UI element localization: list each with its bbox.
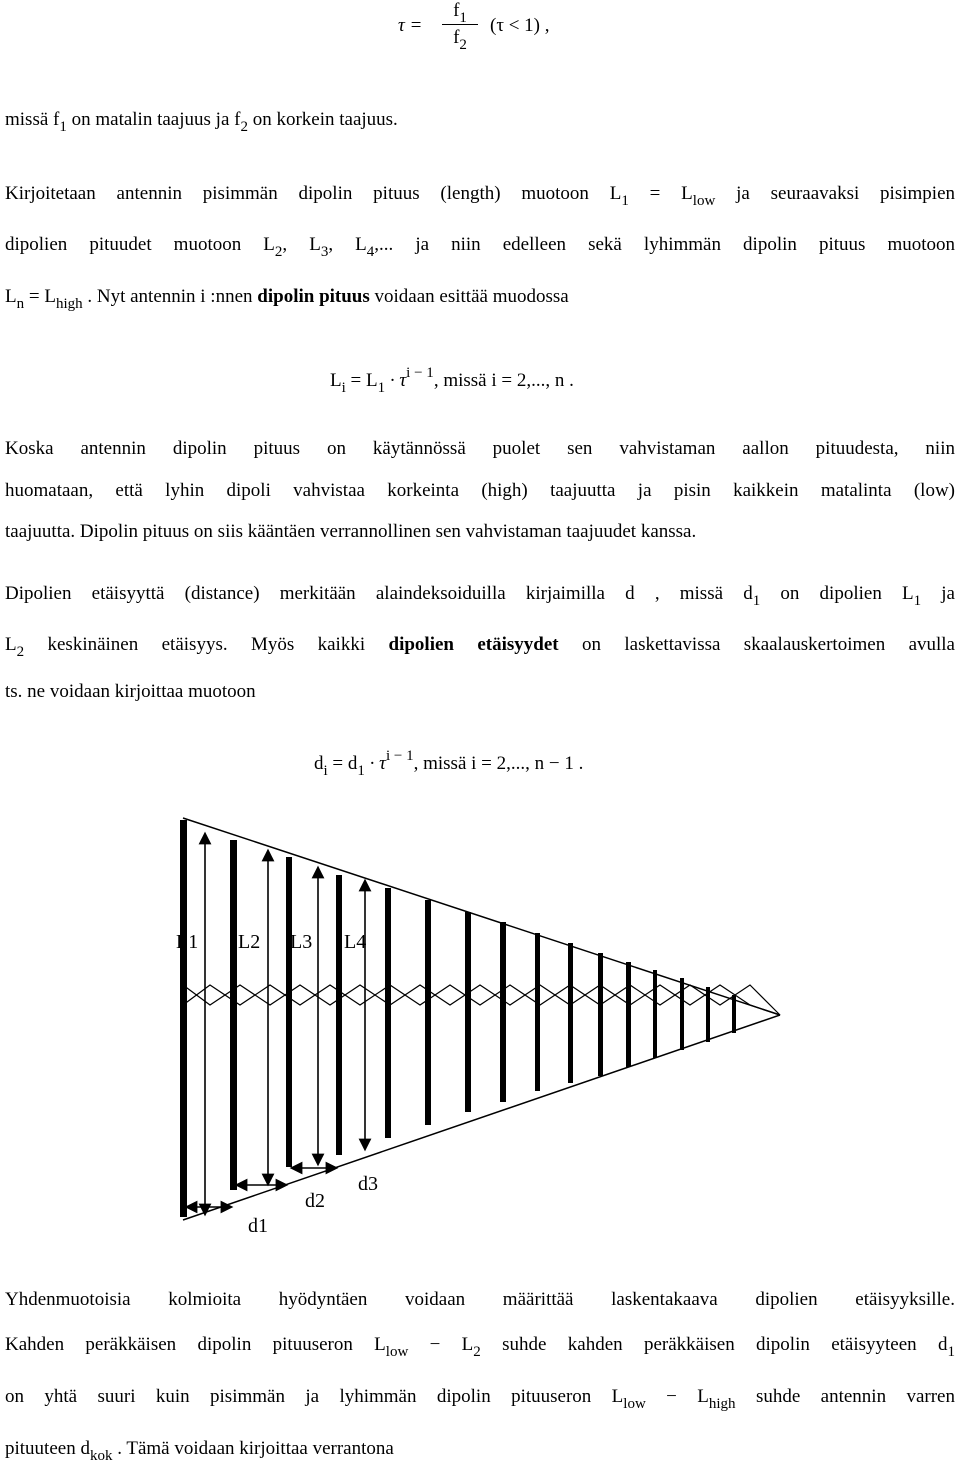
paragraph-dipolien-line1: Dipolien etäisyyttä (distance) merkitään alaindeksoiduilla kirjaimilla d , missä $d_1$ on dipolien $L_1$ ja <box>5 583 955 609</box>
paragraph-koska-line2: huomataan, että lyhin dipoli vahvistaa korkeinta (high) taajuutta ja pisin kaikkein matalinta (low) <box>5 480 955 501</box>
dipole-element <box>568 943 573 1083</box>
label-L2: L2 <box>238 931 261 953</box>
dipole-element <box>535 933 540 1091</box>
dipole-elements <box>180 820 736 1217</box>
dipole-element <box>336 875 342 1155</box>
dipole-element <box>653 970 657 1058</box>
dipole-element <box>598 953 603 1076</box>
dipole-element <box>680 978 684 1050</box>
label-d3: d3 <box>358 1173 378 1195</box>
feed-line <box>183 985 780 1015</box>
tau-formula-lhs: τ = <box>398 15 423 36</box>
tau-condition: (τ < 1) , <box>490 15 550 36</box>
formula-dipole-distance: $d_i = d_1 \cdot \tau^{i - 1}$, missä i = 2,..., n − 1 . <box>314 748 584 779</box>
label-L4: L4 <box>344 931 367 953</box>
paragraph-yhdenmuotoisia-line4: pituuteen $d_{kok}$ . Tämä voidaan kirjoittaa verrantona <box>5 1438 394 1464</box>
outline-lines <box>183 818 780 1220</box>
label-d2: d2 <box>305 1190 325 1212</box>
paragraph-missa: missä $f_1$ on matalin taajuus ja $f_2$ on korkein taajuus. <box>5 109 398 135</box>
dipole-element <box>732 995 736 1033</box>
paragraph-kirjoitetaan-line1: Kirjoitetaan antennin pisimmän dipolin pituus (length) muotoon $L_1 = L_{low}$ ja seuraavaksi pisimpien <box>5 183 955 209</box>
paragraph-dipolien-line2: $L_2$ keskinäinen etäisyys. Myös kaikki dipolien etäisyydet on laskettavissa skaalauskertoimen avulla <box>5 634 955 660</box>
paragraph-kirjoitetaan-line2: dipolien pituudet muotoon $L_2$, $L_3$, $L_4$,... ja niin edelleen sekä lyhimmän dipolin pituus muotoon <box>5 234 956 260</box>
tau-numerator: $f_1$ <box>453 0 467 26</box>
paragraph-yhdenmuotoisia-line1: Yhdenmuotoisia kolmioita hyödyntäen voidaan määrittää laskentakaava dipolien etäisyyksille. <box>5 1289 955 1310</box>
dipole-element <box>385 888 391 1138</box>
label-d1: d1 <box>248 1215 268 1237</box>
dipole-element <box>425 900 431 1125</box>
tau-fraction <box>440 0 480 53</box>
dipole-element <box>706 987 710 1042</box>
dipole-element <box>180 820 187 1217</box>
paragraph-yhdenmuotoisia-line2: Kahden peräkkäisen dipolin pituuseron $L_{low} - L_2$ suhde kahden peräkkäisen dipolin etäisyyteen $d_1$ <box>5 1334 955 1360</box>
dipole-element <box>626 962 631 1067</box>
paragraph-kirjoitetaan-line3: $L_n = L_{high}$ . Nyt antennin i :nnen dipolin pituus voidaan esittää muodossa <box>5 286 569 312</box>
label-L3: L3 <box>290 931 313 953</box>
tau-denominator: $f_2$ <box>453 27 467 53</box>
dipole-element <box>500 922 506 1102</box>
paragraph-yhdenmuotoisia-line3: on yhtä suuri kuin pisimmän ja lyhimmän dipolin pituuseron $L_{low} - L_{high}$ suhde antennin varren <box>5 1386 955 1412</box>
log-periodic-antenna-diagram <box>150 805 790 1245</box>
paragraph-koska-line3: taajuutta. Dipolin pituus on siis kääntäen verrannollinen sen vahvistaman taajuudet kanssa. <box>5 521 697 542</box>
dipole-element <box>230 840 237 1190</box>
dipole-element <box>465 912 471 1112</box>
paragraph-dipolien-line3: ts. ne voidaan kirjoittaa muotoon <box>5 681 256 702</box>
label-L1: L1 <box>176 931 199 953</box>
dipole-element <box>286 857 292 1167</box>
paragraph-koska-line1: Koska antennin dipolin pituus on käytännössä puolet sen vahvistaman aallon pituudesta, niin <box>5 438 955 459</box>
formula-dipole-length: $L_i = L_1 \cdot \tau^{i - 1}$, missä i = 2,..., n . <box>330 365 574 396</box>
